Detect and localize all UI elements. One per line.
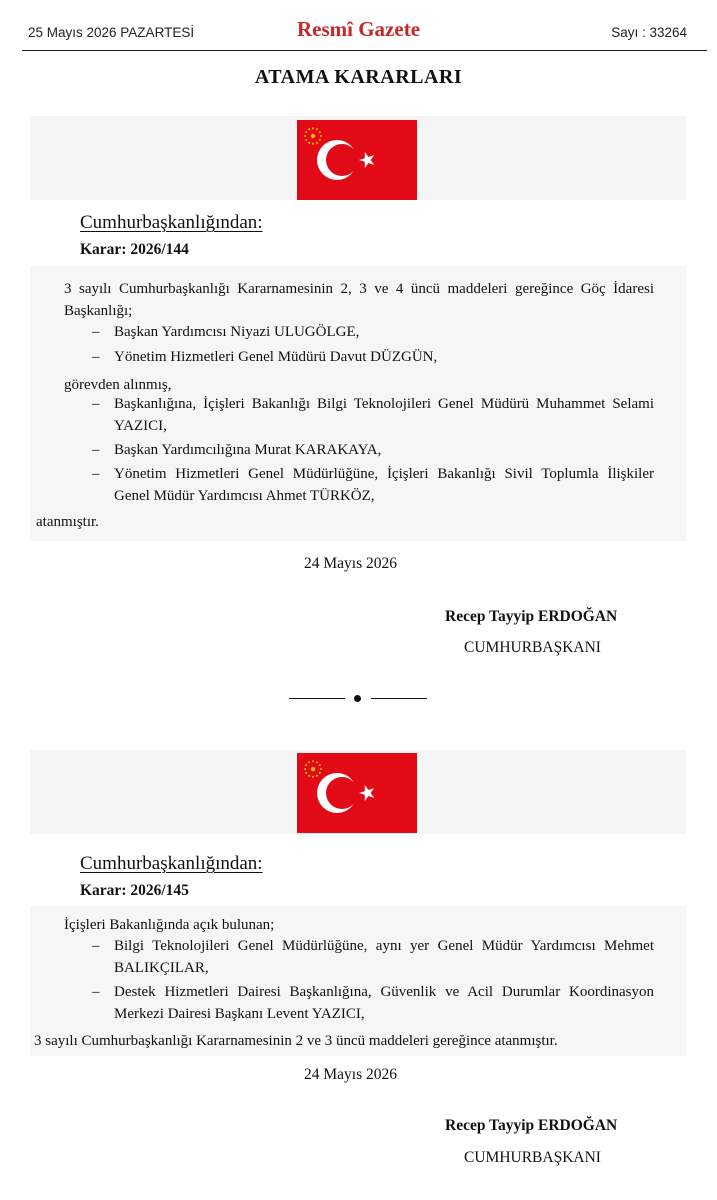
decision-date: 24 Mayıs 2026 (304, 1066, 397, 1083)
list-item: Başkan Yardımcısı Niyazi ULUGÖLGE, (114, 324, 360, 340)
list-item-continuation: Genel Müdür Yardımcısı Ahmet TÜRKÖZ, (114, 488, 375, 504)
list-item-continuation: Merkezi Dairesi Başkanı Levent YAZICI, (114, 1006, 365, 1022)
decision-text-block (30, 266, 686, 541)
list-item-continuation: YAZICI, (114, 418, 167, 434)
list-dash: – (92, 984, 100, 1000)
signer-name: Recep Tayyip ERDOĞAN (445, 1117, 618, 1134)
list-item: Bilgi Teknolojileri Genel Müdürlüğüne, aynı yer Genel Müdür Yardımcısı Mehmet (114, 938, 654, 954)
list-item: Destek Hizmetleri Dairesi Başkanlığına, Güvenlik ve Acil Durumlar Koordinasyon (114, 984, 654, 1000)
intro-line: 3 sayılı Cumhurbaşkanlığı Kararnamesinin 2, 3 ve 4 üncü maddeleri gereğince Göç İdaresi (64, 281, 654, 297)
institution-heading: Cumhurbaşkanlığından: (80, 853, 263, 874)
decision-text-block (30, 906, 686, 1056)
list-item: Başkan Yardımcılığına Murat KARAKAYA, (114, 442, 382, 458)
decision-date: 24 Mayıs 2026 (304, 555, 397, 572)
closing-line: 3 sayılı Cumhurbaşkanlığı Kararnamesinin 2 ve 3 üncü maddeleri gereğince atanmıştır. (34, 1033, 558, 1049)
turkish-flag-icon (297, 120, 417, 200)
gazette-header (0, 0, 717, 52)
list-item-continuation: BALIKÇILAR, (114, 960, 209, 976)
list-item: Yönetim Hizmetleri Genel Müdürü Davut DÜZGÜN, (114, 349, 438, 365)
list-dash: – (92, 349, 100, 365)
gazette-title[interactable]: Resmî Gazete (296, 17, 421, 41)
paragraph-line: görevden alınmış, (64, 377, 172, 393)
list-item: Başkanlığına, İçişleri Bakanlığı Bilgi Teknolojileri Genel Müdürü Muhammet Selami (114, 396, 654, 412)
signer-title: CUMHURBAŞKANI (464, 1149, 601, 1166)
list-dash: – (92, 442, 100, 458)
issue-date: 25 Mayıs 2026 PAZARTESİ (28, 25, 195, 40)
list-dash: – (92, 396, 100, 412)
signer-name: Recep Tayyip ERDOĞAN (445, 608, 618, 625)
intro-line: Başkanlığı; (64, 303, 133, 319)
issue-number: Sayı : 33264 (611, 25, 687, 40)
institution-heading: Cumhurbaşkanlığından: (80, 212, 263, 233)
section-title: ATAMA KARARLARI (254, 66, 463, 88)
list-item: Yönetim Hizmetleri Genel Müdürlüğüne, İçişleri Bakanlığı Sivil Toplumla İlişkiler (114, 466, 654, 482)
list-dash: – (92, 324, 100, 340)
intro-line: İçişleri Bakanlığında açık bulunan; (64, 917, 275, 933)
list-dash: – (92, 938, 100, 954)
decision-number: Karar: 2026/144 (80, 241, 189, 258)
closing-line: atanmıştır. (36, 514, 99, 530)
header-divider (22, 50, 707, 51)
signer-title: CUMHURBAŞKANI (464, 639, 601, 656)
list-dash: – (92, 466, 100, 482)
turkish-flag-icon (297, 753, 417, 833)
decision-number: Karar: 2026/145 (80, 882, 189, 899)
section-separator (289, 692, 427, 704)
